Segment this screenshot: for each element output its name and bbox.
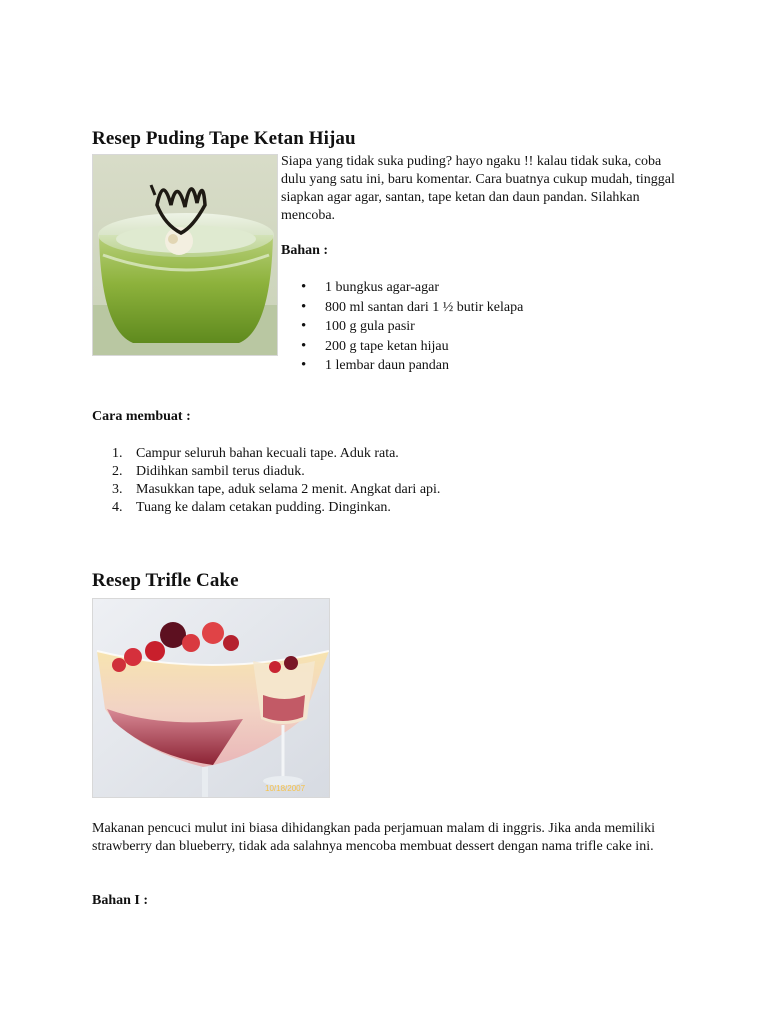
ingredient-item: • 1 lembar daun pandan [281,356,681,376]
ingredients-heading: Bahan I : [92,893,149,908]
recipe-intro: Makanan pencuci mulut ini biasa dihidangkan pada perjamuan malam di inggris. Jika anda memiliki strawberry dan blueberry, tidak ada salahnya mencoba membuat dessert dengan nama trifle cake ini. [92,821,655,854]
ingredients-heading: Bahan : [281,243,329,258]
ingredient-item: • 200 g tape ketan hijau [281,337,681,357]
ingredient-item: • 800 ml santan dari 1 ½ butir kelapa [281,298,681,318]
pudding-image [93,155,277,355]
recipe-title: Resep Trifle Cake [92,570,239,591]
trifle-image [93,599,329,797]
trifle-photo [92,598,330,798]
ingredient-list [281,278,681,376]
step-list [92,445,592,517]
recipe-title: Resep Puding Tape Ketan Hijau [92,128,356,149]
step-item: 2. Didihkan sambil terus diaduk. [112,464,305,479]
step-item: 3. Masukkan tape, aduk selama 2 menit. Angkat dari api. [112,482,441,497]
ingredient-item: • 1 bungkus agar-agar [281,278,681,298]
method-heading: Cara membuat : [92,409,191,424]
recipe-intro: Siapa yang tidak suka puding? hayo ngaku !! kalau tidak suka, coba dulu yang satu ini, baru komentar. Cara buatnya cukup mudah, tinggal siapkan agar agar, santan, tape ketan dan daun pandan. Silahkan mencoba. [281,154,675,223]
ingredient-item: • 100 g gula pasir [281,317,681,337]
pudding-photo [92,154,278,356]
step-item: 4. Tuang ke dalam cetakan pudding. Dinginkan. [112,500,391,515]
step-item: 1. Campur seluruh bahan kecuali tape. Aduk rata. [112,446,399,461]
photo-date-stamp: 10/18/2007 [265,784,306,793]
